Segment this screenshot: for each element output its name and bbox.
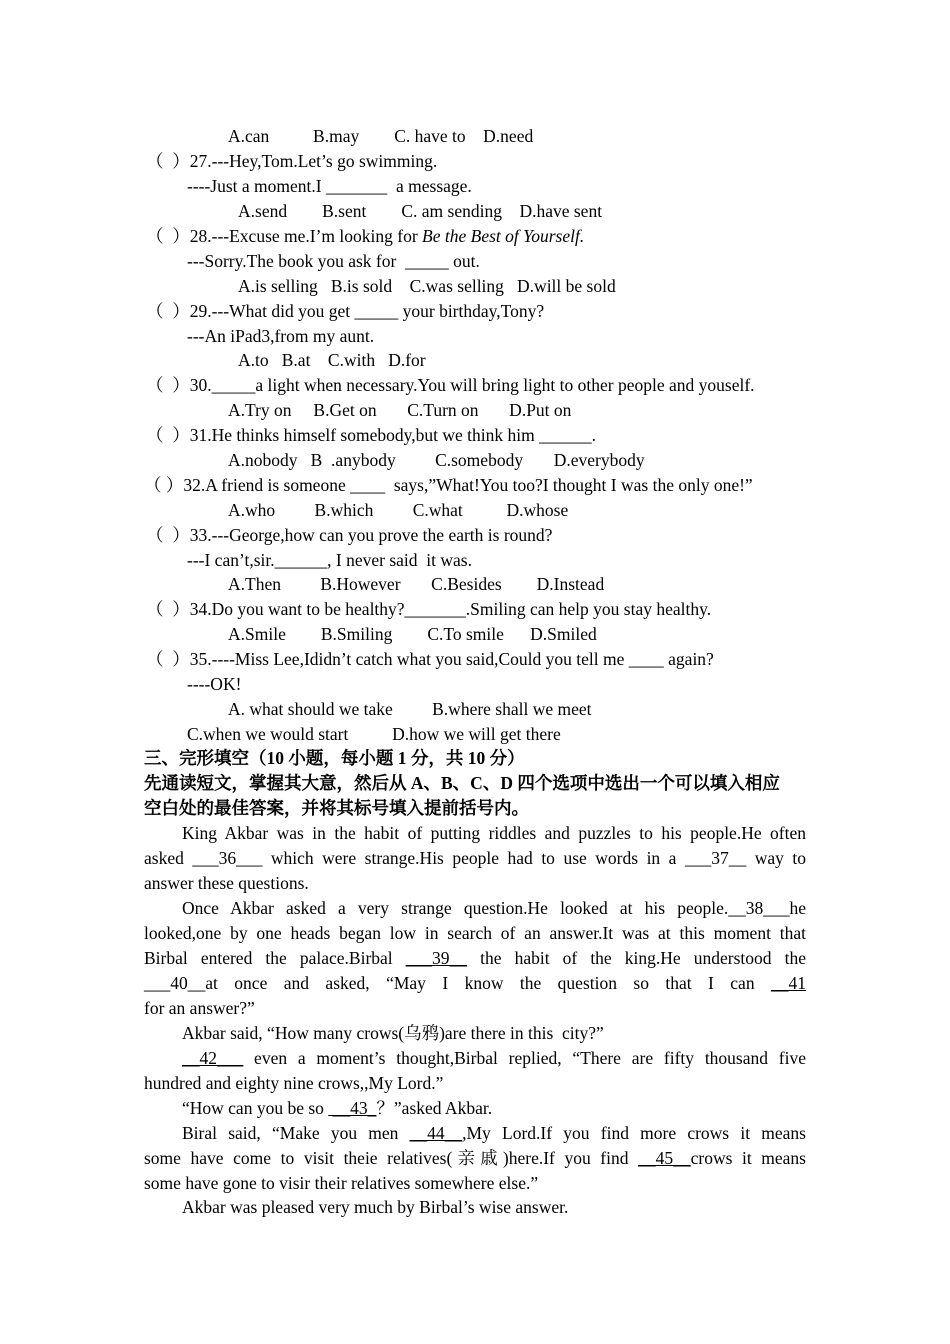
passage-p1-line3: answer these questions. — [144, 873, 309, 893]
passage-p6-line1 — [144, 1121, 806, 1146]
q33-stem: （ ）33.---George,how can you prove the earth is round? — [146, 525, 553, 545]
q35-options-cd: C.when we would start D.how we will get there — [187, 724, 561, 744]
blank-44: __44__ — [409, 1123, 463, 1143]
q30-stem: （ ）30._____a light when necessary.You will bring light to other people and youself. — [146, 375, 755, 395]
q35-options-ab: A. what should we take B.where shall we meet — [228, 699, 592, 719]
passage-p6-line2 — [144, 1146, 806, 1171]
q30-options: A.Try on B.Get on C.Turn on D.Put on — [228, 400, 572, 420]
q27-stem: （ ）27.---Hey,Tom.Let’s go swimming. — [146, 151, 438, 171]
blank-45: __45__ — [638, 1148, 691, 1168]
section-instruction-1: 先通读短文，掌握其大意，然后从 A、B、C、D 四个选项中选出一个可以填入相应 — [144, 773, 780, 793]
passage-p7: Akbar was pleased very much by Birbal’s wise answer. — [182, 1197, 569, 1217]
p2-line4-text-a: ___40__at once and asked, “May I know the question so that I can — [144, 973, 771, 993]
q29-options: A.to B.at C.with D.for — [238, 350, 426, 370]
p6-line2-text-a: some have come to visit theie relatives(亲戚)here.If you find — [144, 1148, 639, 1168]
q33-reply: ---I can’t,sir.______, I never said it was. — [187, 550, 472, 570]
passage-p1-line2: asked ___36___ which were strange.His people had to use words in a ___37__ way to — [144, 848, 806, 868]
q27-reply: ----Just a moment.I _______ a message. — [187, 176, 472, 196]
q32-stem: （ ）32.A friend is someone ____ says,”What!You too?I thought I was the only one!” — [144, 475, 753, 495]
passage-p2-line4 — [144, 971, 806, 996]
blank-39: ___39__ — [405, 948, 468, 968]
section-instruction-2: 空白处的最佳答案，并将其标号填入提前括号内。 — [144, 798, 529, 818]
passage-p1-line1: King Akbar was in the habit of putting riddles and puzzles to his people.He often — [182, 823, 806, 843]
p6-line1-text-b: ,My Lord.If you find more crows it means — [462, 1123, 806, 1143]
passage-p2-line1: Once Akbar asked a very strange question.He looked at his people.__38___he — [182, 898, 806, 918]
passage-p2-line2: looked,one by one heads began low in search of an answer.It was at this moment that — [144, 923, 806, 943]
q31-options: A.nobody B .anybody C.somebody D.everybody — [228, 450, 645, 470]
blank-42: __42___ — [182, 1048, 244, 1068]
passage-p2-line5: for an answer?” — [144, 998, 255, 1018]
q28-stem-text: （ ）28.---Excuse me.I’m looking for — [146, 226, 423, 246]
q28-book-title: Be the Best of Yourself. — [422, 226, 585, 246]
q32-options: A.who B.which C.what D.whose — [228, 500, 569, 520]
q34-stem: （ ）34.Do you want to be healthy?_______.Smiling can help you stay healthy. — [146, 599, 712, 619]
q35-stem: （ ）35.----Miss Lee,Ididn’t catch what you said,Could you tell me ____ again? — [146, 649, 714, 669]
passage-p4-line1 — [144, 1046, 806, 1071]
blank-43: __43_ — [328, 1098, 377, 1118]
q29-stem: （ ）29.---What did you get _____ your birthday,Tony? — [146, 301, 545, 321]
q28-options: A.is selling B.is sold C.was selling D.will be sold — [238, 276, 616, 296]
passage-p2-line3 — [144, 946, 806, 971]
q29-reply: ---An iPad3,from my aunt. — [187, 326, 375, 346]
q35-reply: ----OK! — [187, 674, 242, 694]
passage-p4-line2: hundred and eighty nine crows,,My Lord.” — [144, 1073, 444, 1093]
p5-text-b: ？”asked Akbar. — [376, 1098, 493, 1118]
passage-p6-line3: some have gone to visir their relatives somewhere else.” — [144, 1173, 539, 1193]
q28-stem — [146, 224, 584, 249]
p6-line1-text-a: Biral said, “Make you men — [182, 1123, 410, 1143]
q26-options: A.can B.may C. have to D.need — [228, 126, 534, 146]
blank-41: __41 — [771, 973, 806, 993]
p6-line2-text-b: crows it means — [690, 1148, 806, 1168]
p2-line3-text-b: the habit of the king.He understood the — [480, 948, 806, 968]
passage-p5 — [182, 1096, 492, 1121]
passage-p3: Akbar said, “How many crows(乌鸦)are there in this city?” — [182, 1023, 604, 1043]
p2-line3-text-a: Birbal entered the palace.Birbal — [144, 948, 393, 968]
q28-reply: ---Sorry.The book you ask for _____ out. — [187, 251, 480, 271]
q31-stem: （ ）31.He thinks himself somebody,but we think him ______. — [146, 425, 596, 445]
p4-line1-text: even a moment’s thought,Birbal replied, “There are fifty thousand five — [254, 1048, 807, 1068]
q27-options: A.send B.sent C. am sending D.have sent — [238, 201, 603, 221]
q34-options: A.Smile B.Smiling C.To smile D.Smiled — [228, 624, 597, 644]
q33-options: A.Then B.However C.Besides D.Instead — [228, 574, 605, 594]
p5-text-a: “How can you be so — [182, 1098, 329, 1118]
section-heading: 三、完形填空（10 小题，每小题 1 分，共 10 分） — [144, 748, 525, 768]
